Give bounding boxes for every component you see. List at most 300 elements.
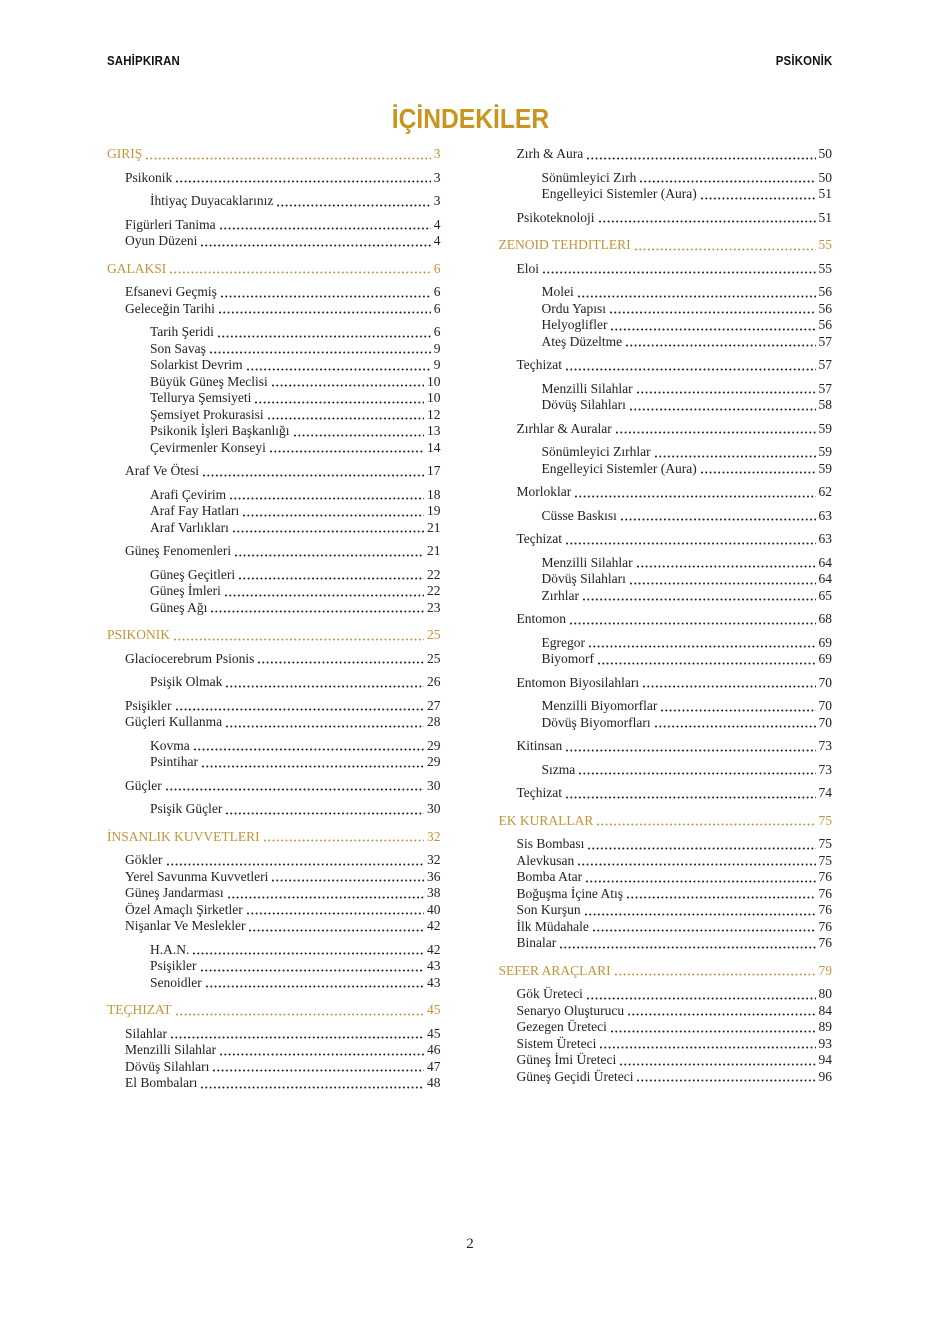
toc-entry-label: Binalar: [516, 935, 557, 950]
toc-section-entry: [107, 146, 441, 163]
toc-entry-page: 55: [818, 260, 832, 276]
toc-entry: [499, 210, 833, 227]
toc-section-entry: [107, 261, 441, 278]
toc-entry-page: 26: [427, 674, 441, 689]
toc-entry: [107, 852, 441, 869]
toc-entry-label: Çevirmenler Konseyi: [150, 439, 266, 455]
toc-entry-label: Zırhlar & Auralar: [516, 420, 612, 436]
dot-leader: [589, 645, 816, 648]
toc-title-text: İÇİNDEKİLER: [391, 103, 549, 134]
toc-entry: [499, 381, 833, 398]
toc-entry-page: 4: [433, 233, 441, 248]
toc-entry-page: 50: [818, 146, 832, 161]
toc-entry-label: Gök Üreteci: [516, 986, 583, 1001]
toc-entry-label: TEÇHIZAT: [107, 1002, 172, 1017]
toc-entry-page: 23: [427, 599, 441, 615]
dot-leader: [600, 1046, 815, 1049]
toc-entry: [107, 869, 441, 886]
toc-entry-page: 94: [818, 1052, 832, 1067]
toc-entry-page: 45: [427, 1002, 441, 1017]
toc-entry-label: Zırh & Aura: [516, 146, 584, 161]
toc-entry-label: Morloklar: [516, 484, 572, 499]
toc-entry-label: Entomon Biyosilahları: [516, 674, 640, 690]
toc-entry-label: Son Savaş: [150, 340, 206, 356]
toc-entry-page: 3: [433, 193, 441, 208]
dot-leader: [620, 1063, 815, 1066]
toc-entry-page: 6: [433, 284, 441, 299]
toc-entry: [107, 885, 441, 902]
toc-entry: [107, 357, 441, 374]
toc-entry: [107, 233, 441, 250]
dot-leader: [258, 661, 424, 664]
toc-entry-label: Son Kurşun: [516, 902, 581, 917]
toc-entry: [499, 1019, 833, 1036]
toc-entry-label: Güneş Geçitleri: [150, 566, 236, 582]
toc-entry-page: 14: [427, 439, 441, 455]
toc-entry: [499, 1052, 833, 1069]
dot-leader: [615, 973, 816, 976]
toc-entry: [499, 919, 833, 936]
toc-entry-page: 32: [427, 828, 441, 844]
dot-leader: [637, 1079, 815, 1082]
dot-leader: [226, 812, 424, 815]
dot-leader: [627, 896, 816, 899]
toc-entry-page: 47: [427, 1058, 441, 1074]
toc-entry: [107, 567, 441, 584]
toc-entry: [499, 886, 833, 903]
dot-leader: [255, 401, 424, 404]
toc-entry: [107, 423, 441, 440]
toc-entry-label: Psikonik İşleri Başkanlığı: [150, 423, 290, 438]
dot-leader: [598, 662, 816, 665]
toc-entry-page: 80: [818, 986, 832, 1001]
toc-section-entry: [499, 813, 833, 830]
toc-entry-label: Teçhizat: [516, 357, 563, 372]
dot-leader: [566, 796, 815, 799]
toc-entry-label: Arafi Çevirim: [150, 486, 227, 502]
toc-entry-label: Psikonik: [125, 169, 173, 185]
toc-entry-label: Boğuşma İçine Atış: [516, 885, 623, 901]
toc-entry: [107, 1042, 441, 1059]
toc-entry-label: Eloi: [516, 260, 539, 276]
toc-entry: [107, 341, 441, 358]
toc-entry-label: Glaciocerebrum Psionis: [125, 650, 255, 666]
toc-entry-label: Teçhizat: [516, 531, 563, 546]
toc-entry-label: Güneş İmi Üreteci: [516, 1052, 617, 1067]
toc-entry: [107, 1059, 441, 1076]
toc-entry-label: Psişikler: [125, 697, 172, 713]
toc-entry: [107, 583, 441, 600]
toc-left-column: [107, 146, 441, 1092]
toc-entry: [107, 600, 441, 617]
dot-leader: [661, 709, 815, 712]
toc-entry: [499, 357, 833, 374]
toc-entry: [499, 555, 833, 572]
toc-entry-label: Egregor: [541, 634, 585, 650]
toc-entry-label: Sızma: [541, 761, 576, 777]
toc-entry-page: 18: [427, 486, 441, 502]
toc-entry-page: 21: [427, 519, 441, 535]
dot-leader: [166, 788, 424, 791]
toc-entry-page: 43: [427, 958, 441, 973]
toc-entry-label: Psişik Güçler: [150, 801, 223, 816]
toc-entry-label: Büyük Güneş Meclisi: [150, 373, 268, 389]
dot-leader: [243, 514, 424, 517]
toc-entry-page: 28: [427, 714, 441, 729]
dot-leader: [570, 622, 816, 625]
toc-entry-label: Güneş Jandarması: [125, 885, 224, 900]
dot-leader: [247, 368, 431, 371]
dot-leader: [194, 748, 424, 751]
toc-entry-page: 51: [818, 186, 832, 201]
toc-entry-page: 56: [818, 300, 832, 316]
toc-entry: [499, 785, 833, 802]
toc-title: [0, 103, 940, 135]
toc-entry-label: Yerel Savunma Kuvvetleri: [125, 868, 269, 884]
toc-entry: [499, 935, 833, 952]
toc-entry: [499, 1003, 833, 1020]
toc-entry-page: 3: [433, 169, 441, 185]
toc-entry-label: Kitinsan: [516, 738, 563, 753]
dot-leader: [586, 880, 815, 883]
dot-leader: [635, 248, 816, 251]
toc-entry-page: 62: [818, 484, 832, 499]
dot-leader: [610, 311, 815, 314]
toc-entry-label: Psikoteknoloji: [516, 209, 595, 225]
dot-leader: [228, 896, 424, 899]
toc-entry-page: 96: [818, 1068, 832, 1084]
dot-leader: [560, 946, 815, 949]
toc-entry-label: Şemsiyet Prokurasisi: [150, 406, 264, 422]
toc-section-entry: [499, 237, 833, 254]
dot-leader: [220, 227, 431, 230]
toc-entry-page: 42: [427, 941, 441, 957]
toc-entry: [499, 186, 833, 203]
toc-entry-page: 4: [433, 216, 441, 232]
toc-entry-page: 73: [818, 738, 832, 753]
toc-entry-label: Menzilli Biyomorflar: [541, 698, 658, 713]
toc-entry-page: 19: [427, 503, 441, 518]
dot-leader: [213, 1069, 424, 1072]
toc-entry: [499, 853, 833, 870]
toc-entry: [499, 571, 833, 588]
toc-entry: [107, 698, 441, 715]
dot-leader: [628, 1013, 815, 1016]
running-header: [107, 53, 832, 68]
toc-entry-page: 22: [427, 583, 441, 598]
dot-leader: [146, 157, 430, 160]
toc-entry-label: Menzilli Silahlar: [541, 554, 633, 570]
toc-entry-page: 70: [818, 698, 832, 713]
toc-entry-label: Zırhlar: [541, 587, 579, 603]
toc-entry: [107, 543, 441, 560]
toc-entry-page: 57: [818, 357, 832, 372]
toc-entry: [107, 918, 441, 935]
toc-entry: [499, 635, 833, 652]
dot-leader: [167, 863, 425, 866]
dot-leader: [277, 204, 430, 207]
page-number: 2: [466, 1236, 474, 1252]
toc-entry: [107, 975, 441, 992]
toc-entry-label: Molei: [541, 284, 574, 299]
toc-entry-label: Senoidler: [150, 974, 202, 990]
dot-leader: [272, 384, 424, 387]
toc-entry-page: 76: [818, 902, 832, 917]
toc-entry: [499, 869, 833, 886]
toc-right-column: [499, 146, 833, 1092]
toc-entry-page: 29: [427, 754, 441, 769]
dot-leader: [578, 863, 815, 866]
dot-leader: [170, 271, 431, 274]
toc-entry-page: 55: [818, 237, 832, 252]
toc-entry-page: 10: [427, 373, 441, 389]
toc-entry-label: Güneş İmleri: [150, 583, 221, 598]
toc-entry: [499, 334, 833, 351]
toc-entry: [107, 738, 441, 755]
toc-entry-page: 76: [818, 869, 832, 884]
table-of-contents: [107, 146, 832, 1092]
dot-leader: [566, 368, 815, 371]
toc-entry-page: 74: [818, 785, 832, 800]
toc-entry-page: 68: [818, 611, 832, 626]
toc-entry-label: Güçler: [125, 777, 162, 793]
toc-entry: [107, 1026, 441, 1043]
dot-leader: [272, 879, 424, 882]
toc-entry: [107, 463, 441, 480]
toc-entry: [107, 170, 441, 187]
toc-entry: [107, 301, 441, 318]
toc-entry-label: Güneş Fenomenleri: [125, 543, 232, 558]
toc-entry-page: 42: [427, 918, 441, 933]
toc-entry-page: 45: [427, 1025, 441, 1041]
dot-leader: [597, 823, 815, 826]
toc-entry: [107, 754, 441, 771]
dot-leader: [202, 765, 424, 768]
toc-entry-label: Psişik Olmak: [150, 674, 223, 689]
toc-entry: [499, 301, 833, 318]
dot-leader: [206, 985, 424, 988]
toc-entry-label: Ordu Yapısı: [541, 300, 607, 316]
dot-leader: [270, 450, 424, 453]
toc-entry-label: Güneş Geçidi Üreteci: [516, 1068, 634, 1084]
toc-entry-page: 63: [818, 507, 832, 523]
toc-entry-page: 6: [433, 260, 441, 276]
toc-entry-page: 30: [427, 801, 441, 816]
toc-entry: [107, 942, 441, 959]
toc-entry: [107, 651, 441, 668]
dot-leader: [655, 455, 816, 458]
toc-entry-page: 64: [818, 554, 832, 570]
toc-entry-page: 36: [427, 868, 441, 884]
toc-entry: [499, 986, 833, 1003]
toc-entry-label: Cüsse Baskısı: [541, 507, 617, 523]
dot-leader: [201, 969, 424, 972]
toc-entry-label: Gökler: [125, 852, 163, 867]
toc-entry-label: GIRIŞ: [107, 146, 143, 161]
dot-leader: [583, 598, 816, 601]
toc-entry: [107, 217, 441, 234]
toc-entry: [499, 715, 833, 732]
toc-entry-label: Tellurya Şemsiyeti: [150, 390, 252, 405]
toc-entry-page: 43: [427, 974, 441, 990]
toc-entry: [499, 170, 833, 187]
toc-entry-page: 9: [433, 340, 441, 356]
toc-entry-label: Geleceğin Tarihi: [125, 300, 215, 316]
toc-entry-page: 25: [427, 627, 441, 642]
toc-entry-label: Psişikler: [150, 958, 197, 973]
toc-entry: [499, 698, 833, 715]
toc-entry: [499, 902, 833, 919]
toc-entry: [499, 508, 833, 525]
toc-entry-page: 13: [427, 423, 441, 438]
toc-section-entry: [107, 627, 441, 644]
toc-entry-page: 22: [427, 566, 441, 582]
toc-entry-label: Biyomorf: [541, 651, 594, 666]
toc-entry-page: 76: [818, 935, 832, 950]
toc-entry-page: 70: [818, 674, 832, 690]
toc-entry: [107, 778, 441, 795]
toc-entry-label: Bomba Atar: [516, 869, 583, 884]
toc-entry-label: Helyoglifler: [541, 317, 608, 332]
toc-entry-label: Sis Bombası: [516, 836, 585, 851]
toc-entry-page: 3: [433, 146, 441, 161]
toc-entry: [107, 193, 441, 210]
toc-entry: [107, 374, 441, 391]
toc-entry: [499, 675, 833, 692]
toc-entry: [499, 261, 833, 278]
toc-entry-page: 12: [427, 406, 441, 422]
dot-leader: [587, 157, 815, 160]
toc-entry-label: ZENOID TEHDITLERI: [498, 237, 631, 252]
toc-entry-label: Dövüş Silahları: [541, 397, 626, 412]
toc-entry-page: 64: [818, 571, 832, 586]
dot-leader: [578, 295, 816, 298]
dot-leader: [637, 565, 816, 568]
toc-entry-page: 50: [818, 169, 832, 185]
dot-leader: [203, 474, 424, 477]
toc-entry-label: Ateş Düzeltme: [541, 333, 623, 349]
toc-entry-label: Özel Amaçlı Şirketler: [125, 901, 243, 917]
toc-entry-label: Alevkusan: [516, 852, 575, 868]
toc-entry-page: 65: [818, 587, 832, 603]
toc-entry-page: 59: [818, 460, 832, 476]
dot-leader: [193, 952, 424, 955]
toc-entry-label: Araf Ve Ötesi: [125, 463, 199, 478]
toc-entry-page: 76: [818, 918, 832, 934]
toc-entry: [499, 461, 833, 478]
toc-entry-page: 25: [427, 650, 441, 666]
toc-entry-label: Efsanevi Geçmiş: [125, 284, 217, 299]
toc-entry-page: 56: [818, 317, 832, 332]
toc-entry-page: 75: [818, 836, 832, 851]
toc-entry: [499, 738, 833, 755]
dot-leader: [171, 1036, 424, 1039]
toc-entry-label: Dövüş Silahları: [541, 571, 626, 586]
toc-entry-label: İhtiyaç Duyacaklarınız: [150, 193, 274, 208]
toc-entry: [499, 421, 833, 438]
dot-leader: [566, 749, 815, 752]
toc-entry-page: 46: [427, 1042, 441, 1057]
dot-leader: [239, 577, 424, 580]
toc-entry-page: 21: [427, 543, 441, 558]
toc-entry-page: 76: [818, 885, 832, 901]
dot-leader: [637, 391, 816, 394]
dot-leader: [655, 725, 816, 728]
toc-entry: [499, 588, 833, 605]
toc-entry-label: Dövüş Silahları: [125, 1058, 210, 1074]
toc-entry-page: 59: [818, 420, 832, 436]
toc-entry: [499, 531, 833, 548]
toc-entry: [499, 444, 833, 461]
dot-leader: [235, 554, 424, 557]
toc-entry-label: Araf Fay Hatları: [150, 503, 240, 518]
toc-entry-label: İNSANLIK KUVVETLERI: [107, 828, 260, 844]
toc-entry-page: 6: [433, 300, 441, 316]
toc-entry: [107, 520, 441, 537]
toc-entry-page: 10: [427, 390, 441, 405]
dot-leader: [611, 1030, 816, 1033]
toc-entry-label: SEFER ARAÇLARI: [498, 962, 611, 978]
dot-leader: [599, 220, 816, 223]
toc-section-entry: [107, 829, 441, 846]
dot-leader: [211, 610, 424, 613]
dot-leader: [616, 431, 816, 434]
toc-entry: [107, 407, 441, 424]
toc-entry-label: Teçhizat: [516, 785, 563, 800]
toc-entry-page: 84: [818, 1002, 832, 1018]
dot-leader: [225, 594, 424, 597]
dot-leader: [226, 685, 424, 688]
toc-entry-label: Solarkist Devrim: [150, 357, 243, 372]
toc-entry-label: Engelleyici Sistemler (Aura): [541, 460, 697, 476]
dot-leader: [575, 495, 815, 498]
header-book-title: SAHİPKIRAN: [107, 53, 180, 68]
toc-entry-label: Silahlar: [125, 1025, 167, 1041]
dot-leader: [218, 335, 431, 338]
dot-leader: [210, 351, 431, 354]
toc-entry: [499, 397, 833, 414]
toc-entry: [499, 611, 833, 628]
toc-entry-label: Tarih Şeridi: [150, 324, 214, 339]
dot-leader: [543, 271, 816, 274]
dot-leader: [566, 542, 815, 545]
dot-leader: [174, 638, 424, 641]
toc-entry-page: 73: [818, 761, 832, 777]
toc-entry-page: 69: [818, 651, 832, 666]
toc-entry-label: Engelleyici Sistemler (Aura): [541, 186, 697, 201]
dot-leader: [588, 847, 815, 850]
toc-entry-page: 63: [818, 531, 832, 546]
toc-entry: [499, 762, 833, 779]
toc-entry-label: Psintihar: [150, 754, 199, 769]
dot-leader: [587, 997, 816, 1000]
dot-leader: [233, 530, 424, 533]
toc-entry: [107, 390, 441, 407]
toc-entry: [499, 1036, 833, 1053]
toc-entry-page: 57: [818, 380, 832, 396]
dot-leader: [621, 518, 816, 521]
toc-entry-label: H.A.N.: [150, 941, 190, 957]
dot-leader: [640, 180, 815, 183]
toc-entry: [107, 503, 441, 520]
toc-entry-page: 93: [818, 1035, 832, 1051]
toc-entry-label: Menzilli Silahlar: [125, 1042, 217, 1057]
toc-entry: [107, 674, 441, 691]
toc-entry-page: 17: [427, 463, 441, 478]
toc-entry-label: Sistem Üreteci: [516, 1035, 597, 1051]
toc-entry: [107, 440, 441, 457]
toc-entry-page: 27: [427, 697, 441, 713]
